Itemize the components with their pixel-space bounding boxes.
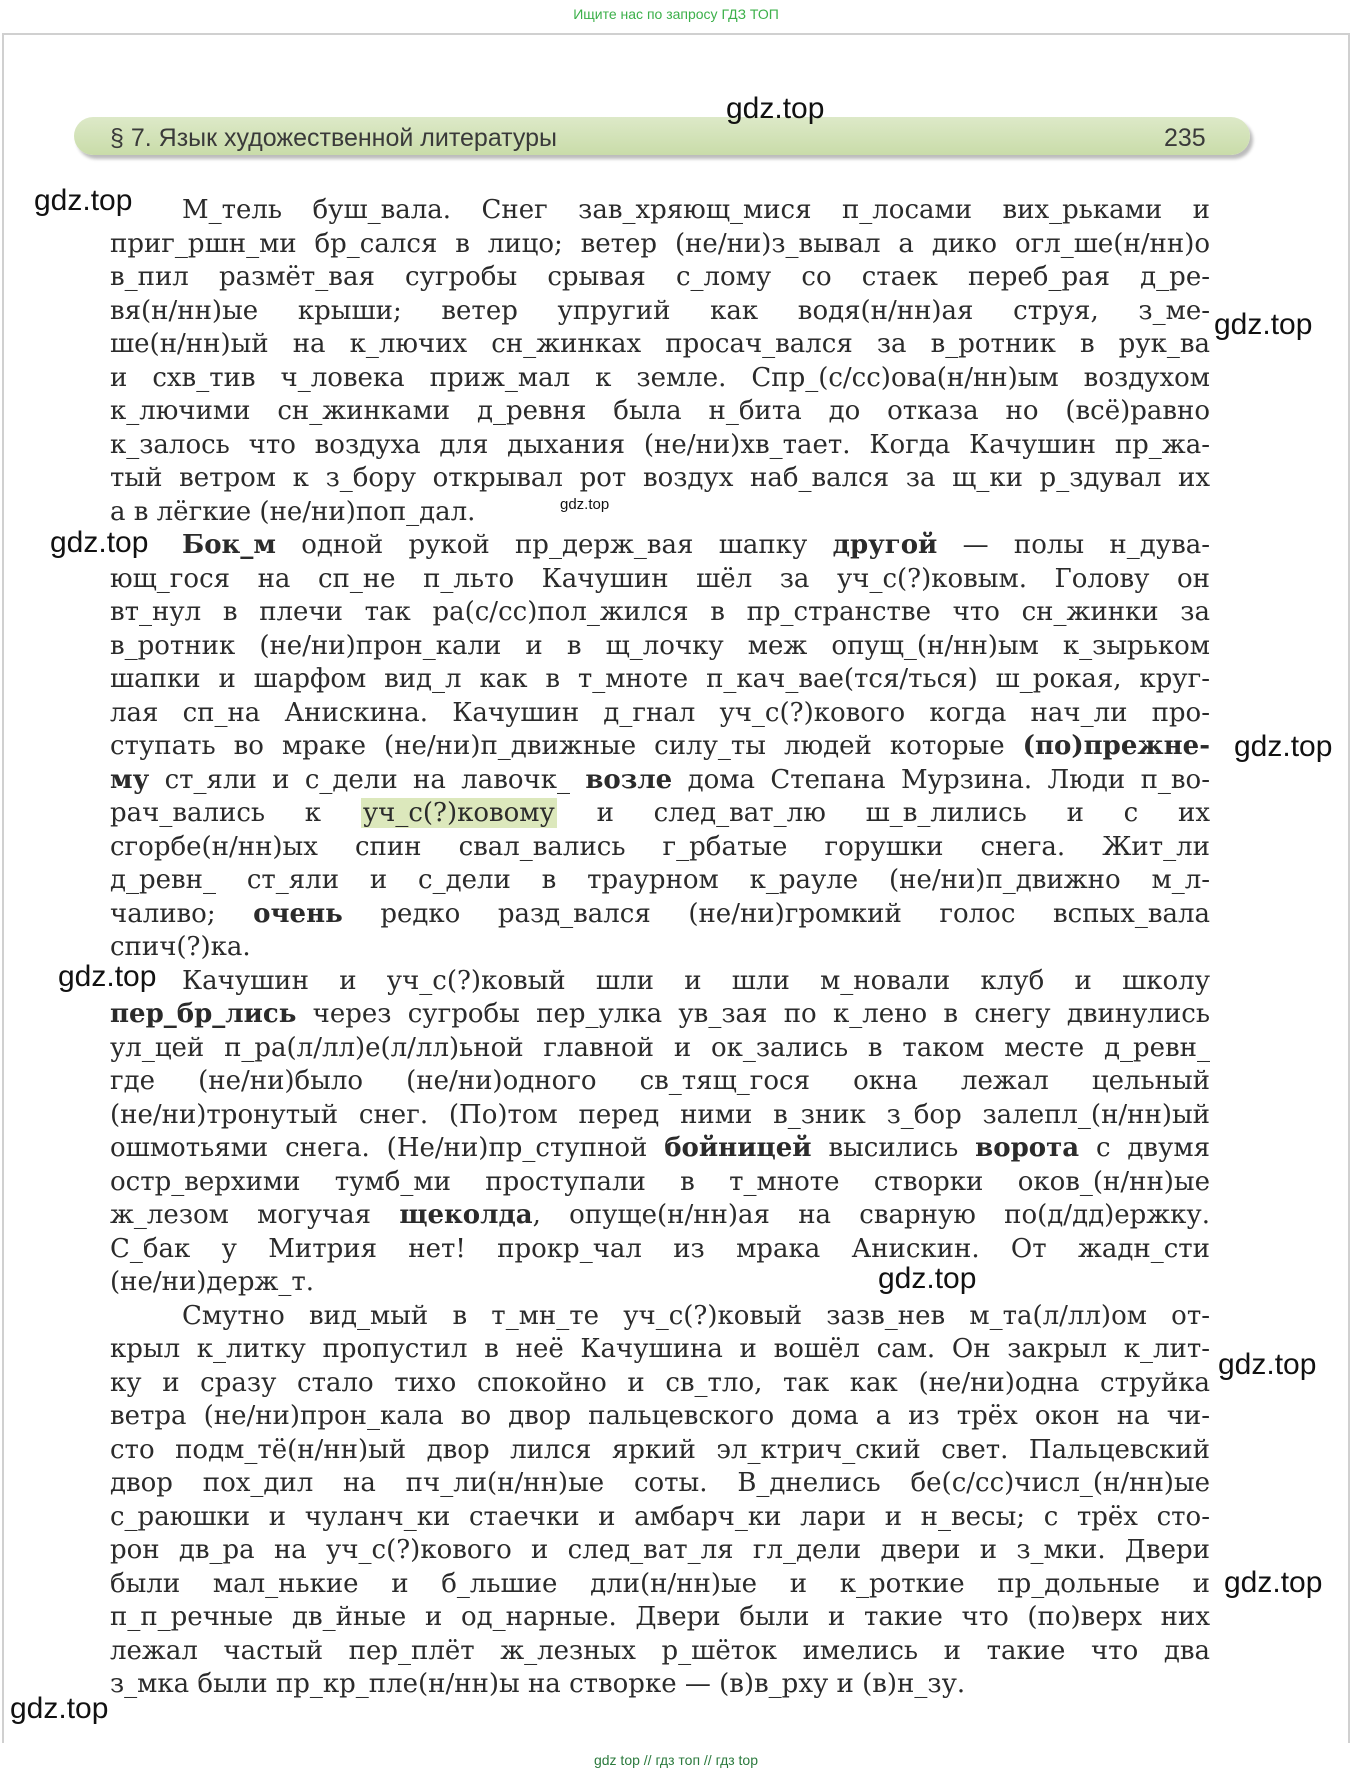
text-line [110,1533,1210,1567]
text-line [110,1064,1210,1098]
watermark: gdz.top [50,526,149,559]
text-run: лая сп_на Анискина. Качушин д_гнал уч_с(?)кового когда нач_ли про- [110,697,1210,728]
text-run: а в лёгкие (не/ни)поп_дал. [110,496,476,527]
text-run: ст_яли и с_дели на лавочк_ [149,764,586,795]
bold-word: возле [585,764,673,795]
text-run: через сугробы пер_улка ув_зая по к_лено в снегу двинулись [296,999,1210,1029]
text-run: в_ротник (не/ни)прон_кали и в щ_лочку меж опущ_(н/нн)ым к_зырьком [110,630,1210,661]
text-run: с_раюшки и чуланч_ки стаечки и амбарч_ки лари и н_весы; с трёх сто- [110,1501,1210,1532]
bold-word: щеколда [399,1200,533,1230]
watermark: gdz.top [1234,730,1333,763]
text-line [110,863,1210,897]
text-line [110,897,1210,931]
text-run: и схв_тив ч_ловека приж_мал к земле. Спр_(с/сс)ова(н/нн)ым воздухом [110,362,1210,393]
page-number: 235 [1164,124,1206,152]
text-line [182,193,1210,227]
text-run: тый ветром к з_бору открывал рот воздух наб_вался за щ_ки р_здувал их [110,463,1210,493]
text-run: рон дв_ра на уч_с(?)кового и след_ват_ля гл_дели двери и з_мки. Двери [110,1535,1210,1565]
text-run: остр_верхими тумб_ми проступали в т_мноте створки оков_(н/нн)ые [110,1166,1210,1197]
text-line [110,1198,1210,1232]
text-run: М_тель буш_вала. Снег зав_хряющ_мися п_лосами вих_рьками и [182,195,1210,225]
bold-word: бойницей [664,1133,812,1163]
text-run: крыл к_литку пропустил в неё Качушина и вошёл сам. Он закрыл к_лит- [110,1334,1210,1364]
text-line [110,1031,1210,1065]
text-line [110,595,1210,629]
watermark: gdz.top [1214,308,1313,341]
text-run: спич(?)ка. [110,932,251,962]
text-run: ветра (не/ни)прон_кала во двор пальцевского дома а из трёх окон на чи- [110,1401,1210,1431]
text-run: вя(н/нн)ые крыши; ветер упругий как водя(н/нн)ая струя, з_ме- [110,295,1210,326]
text-run: ул_цей п_ра(л/лл)е(л/лл)ьной главной и ок_зались в таком месте д_ревн_ [110,1032,1210,1063]
bold-word: Бок_м [182,530,276,560]
text-line [182,528,1210,562]
text-line [110,1332,1210,1366]
bold-word: другой [832,530,938,560]
text-line [110,327,1210,361]
text-line [110,394,1210,428]
text-line [182,1299,1210,1333]
text-line [110,930,1210,964]
text-run: где (не/ни)было (не/ни)одного св_тящ_гося окна лежал цельный [110,1066,1210,1096]
text-run: з_мка были пр_кр_пле(н/нн)ы на створке — (в)в_рху и (в)н_зу. [110,1669,966,1699]
text-run: ющ_гося на сп_не п_льто Качушин шёл за уч_с(?)ковым. Голову он [110,563,1210,594]
text-run: Качушин и уч_с(?)ковый шли и шли м_новали клуб и школу [182,965,1210,996]
text-line [110,227,1210,261]
text-line [182,964,1210,998]
text-line [110,729,1210,763]
text-run: к_залось что воздуха для дыхания (не/ни)хв_тает. Когда Качушин пр_жа- [110,429,1210,460]
highlighted-word: уч_с(?)ковому [362,798,555,828]
text-run: были мал_нькие и б_льшие дли(н/нн)ые и к_роткие пр_дольные и [110,1568,1210,1599]
watermark: gdz.top [726,92,825,125]
text-run: (не/ни)тронутый снег. (По)том перед ними в_зник з_бор залепл_(н/нн)ый [110,1099,1210,1130]
text-line [110,461,1210,495]
text-run: , опуще(н/нн)ая на сварную по(д/дд)ержку. [532,1200,1210,1230]
watermark: gdz.top [58,960,157,993]
text-line [110,1098,1210,1132]
text-run: одной рукой пр_держ_вая шапку [275,530,833,560]
bold-word: му [110,764,150,795]
text-line [110,696,1210,730]
text-line [110,1265,1210,1299]
text-line [110,1366,1210,1400]
watermark: gdz.top [1218,1348,1317,1381]
text-run: ж_лезом могучая [110,1200,400,1230]
text-line [110,1131,1210,1165]
text-run: — полы н_дува- [937,530,1210,560]
text-run: ку и сразу стало тихо спокойно и св_тло, так как (не/ни)одна струйка [110,1367,1210,1398]
text-run: лежал частый пер_плёт ж_лезных р_шёток имелись и такие что два [110,1635,1210,1666]
text-run: шапки и шарфом вид_л как в т_мноте п_кач_вае(тся/ться) ш_рокая, круг- [110,664,1210,694]
text-run: ошмотьями снега. (Не/ни)пр_ступной [110,1133,665,1163]
text-run: д_ревн_ ст_яли и с_дели в траурном к_рауле (не/ни)п_движно м_л- [110,865,1210,895]
text-line [110,629,1210,663]
text-run: вт_нул в плечи так ра(с/сс)пол_жился в пр_странстве что сн_жинки за [110,597,1210,627]
text-run: сгорбе(н/нн)ых спин свал_вались г_рбатые горушки снега. Жит_ли [110,831,1210,862]
text-line [110,997,1210,1031]
watermark: gdz.top [34,184,133,217]
text-line [110,562,1210,596]
text-line [110,294,1210,328]
text-run: ступать во мраке (не/ни)п_движные силу_ты людей которые [110,731,1023,761]
text-run: Смутно вид_мый в т_мн_те уч_с(?)ковый зазв_нев м_та(л/лл)ом от- [182,1300,1210,1331]
text-line [110,1466,1210,1500]
bold-word: пер_бр_лись [110,999,297,1029]
footer-links[interactable]: gdz top // гдз топ // гдз top [593,1752,759,1768]
watermark: gdz.top [560,496,610,513]
watermark: gdz.top [878,1262,977,1295]
text-run: с двумя [1079,1133,1210,1163]
text-run: двор пох_дил на пч_ли(н/нн)ые соты. В_днелись бе(с/сс)числ_(н/нн)ые [110,1468,1210,1498]
text-line [110,830,1210,864]
text-run: сто подм_тё(н/нн)ый двор лился яркий эл_ктрич_ский свет. Пальцевский [110,1434,1210,1465]
text-run: приг_ршн_ми бр_сался в лицо; ветер (не/ни)з_вывал а дико огл_ше(н/нн)о [110,228,1210,259]
text-line [110,1399,1210,1433]
text-line [110,428,1210,462]
text-run: высились [811,1133,976,1163]
watermark: gdz.top [1224,1566,1323,1599]
text-run: С_бак у Митрия нет! прокр_чал из мрака Анискин. От жадн_сти [110,1233,1210,1264]
text-line [110,1500,1210,1534]
text-line [110,361,1210,395]
text-line [110,495,1210,529]
text-line [110,1232,1210,1266]
text-run: чаливо; [110,898,254,929]
text-line [110,260,1210,294]
top-banner[interactable]: Ищите нас по запросу ГДЗ ТОП [573,6,779,22]
text-line [110,662,1210,696]
text-line [110,1634,1210,1668]
text-line [110,763,1210,797]
text-run: редко разд_вался (не/ни)громкий голос вспых_вала [342,898,1210,929]
section-title: § 7. Язык художественной литературы [110,124,558,152]
text-run: в_пил размёт_вая сугробы срывая с_лому со стаек переб_рая д_ре- [110,262,1210,292]
bold-word: (по)прежне- [1022,731,1210,761]
text-run: ше(н/нн)ый на к_лючих сн_жинках просач_вался за в_ротник в рук_ва [110,329,1210,359]
text-line [110,796,1210,830]
text-line [110,1667,1210,1701]
text-run: к_лючими сн_жинками д_ревня была н_бита до отказа но (всё)равно [110,396,1210,426]
text-run: рач_вались к [110,798,361,828]
text-run: (не/ни)держ_т. [110,1267,315,1297]
bold-word: ворота [975,1133,1080,1163]
text-run: п_п_речные дв_йные и од_нарные. Двери были и такие что (по)верх них [110,1602,1210,1632]
text-run: дома Степана Мурзина. Люди п_во- [672,764,1211,795]
text-line [110,1433,1210,1467]
text-line [110,1567,1210,1601]
text-line [110,1600,1210,1634]
text-line [110,1165,1210,1199]
bold-word: очень [253,898,343,929]
watermark: gdz.top [10,1692,109,1725]
text-run: и след_ват_лю ш_в_лились и с их [556,798,1210,828]
